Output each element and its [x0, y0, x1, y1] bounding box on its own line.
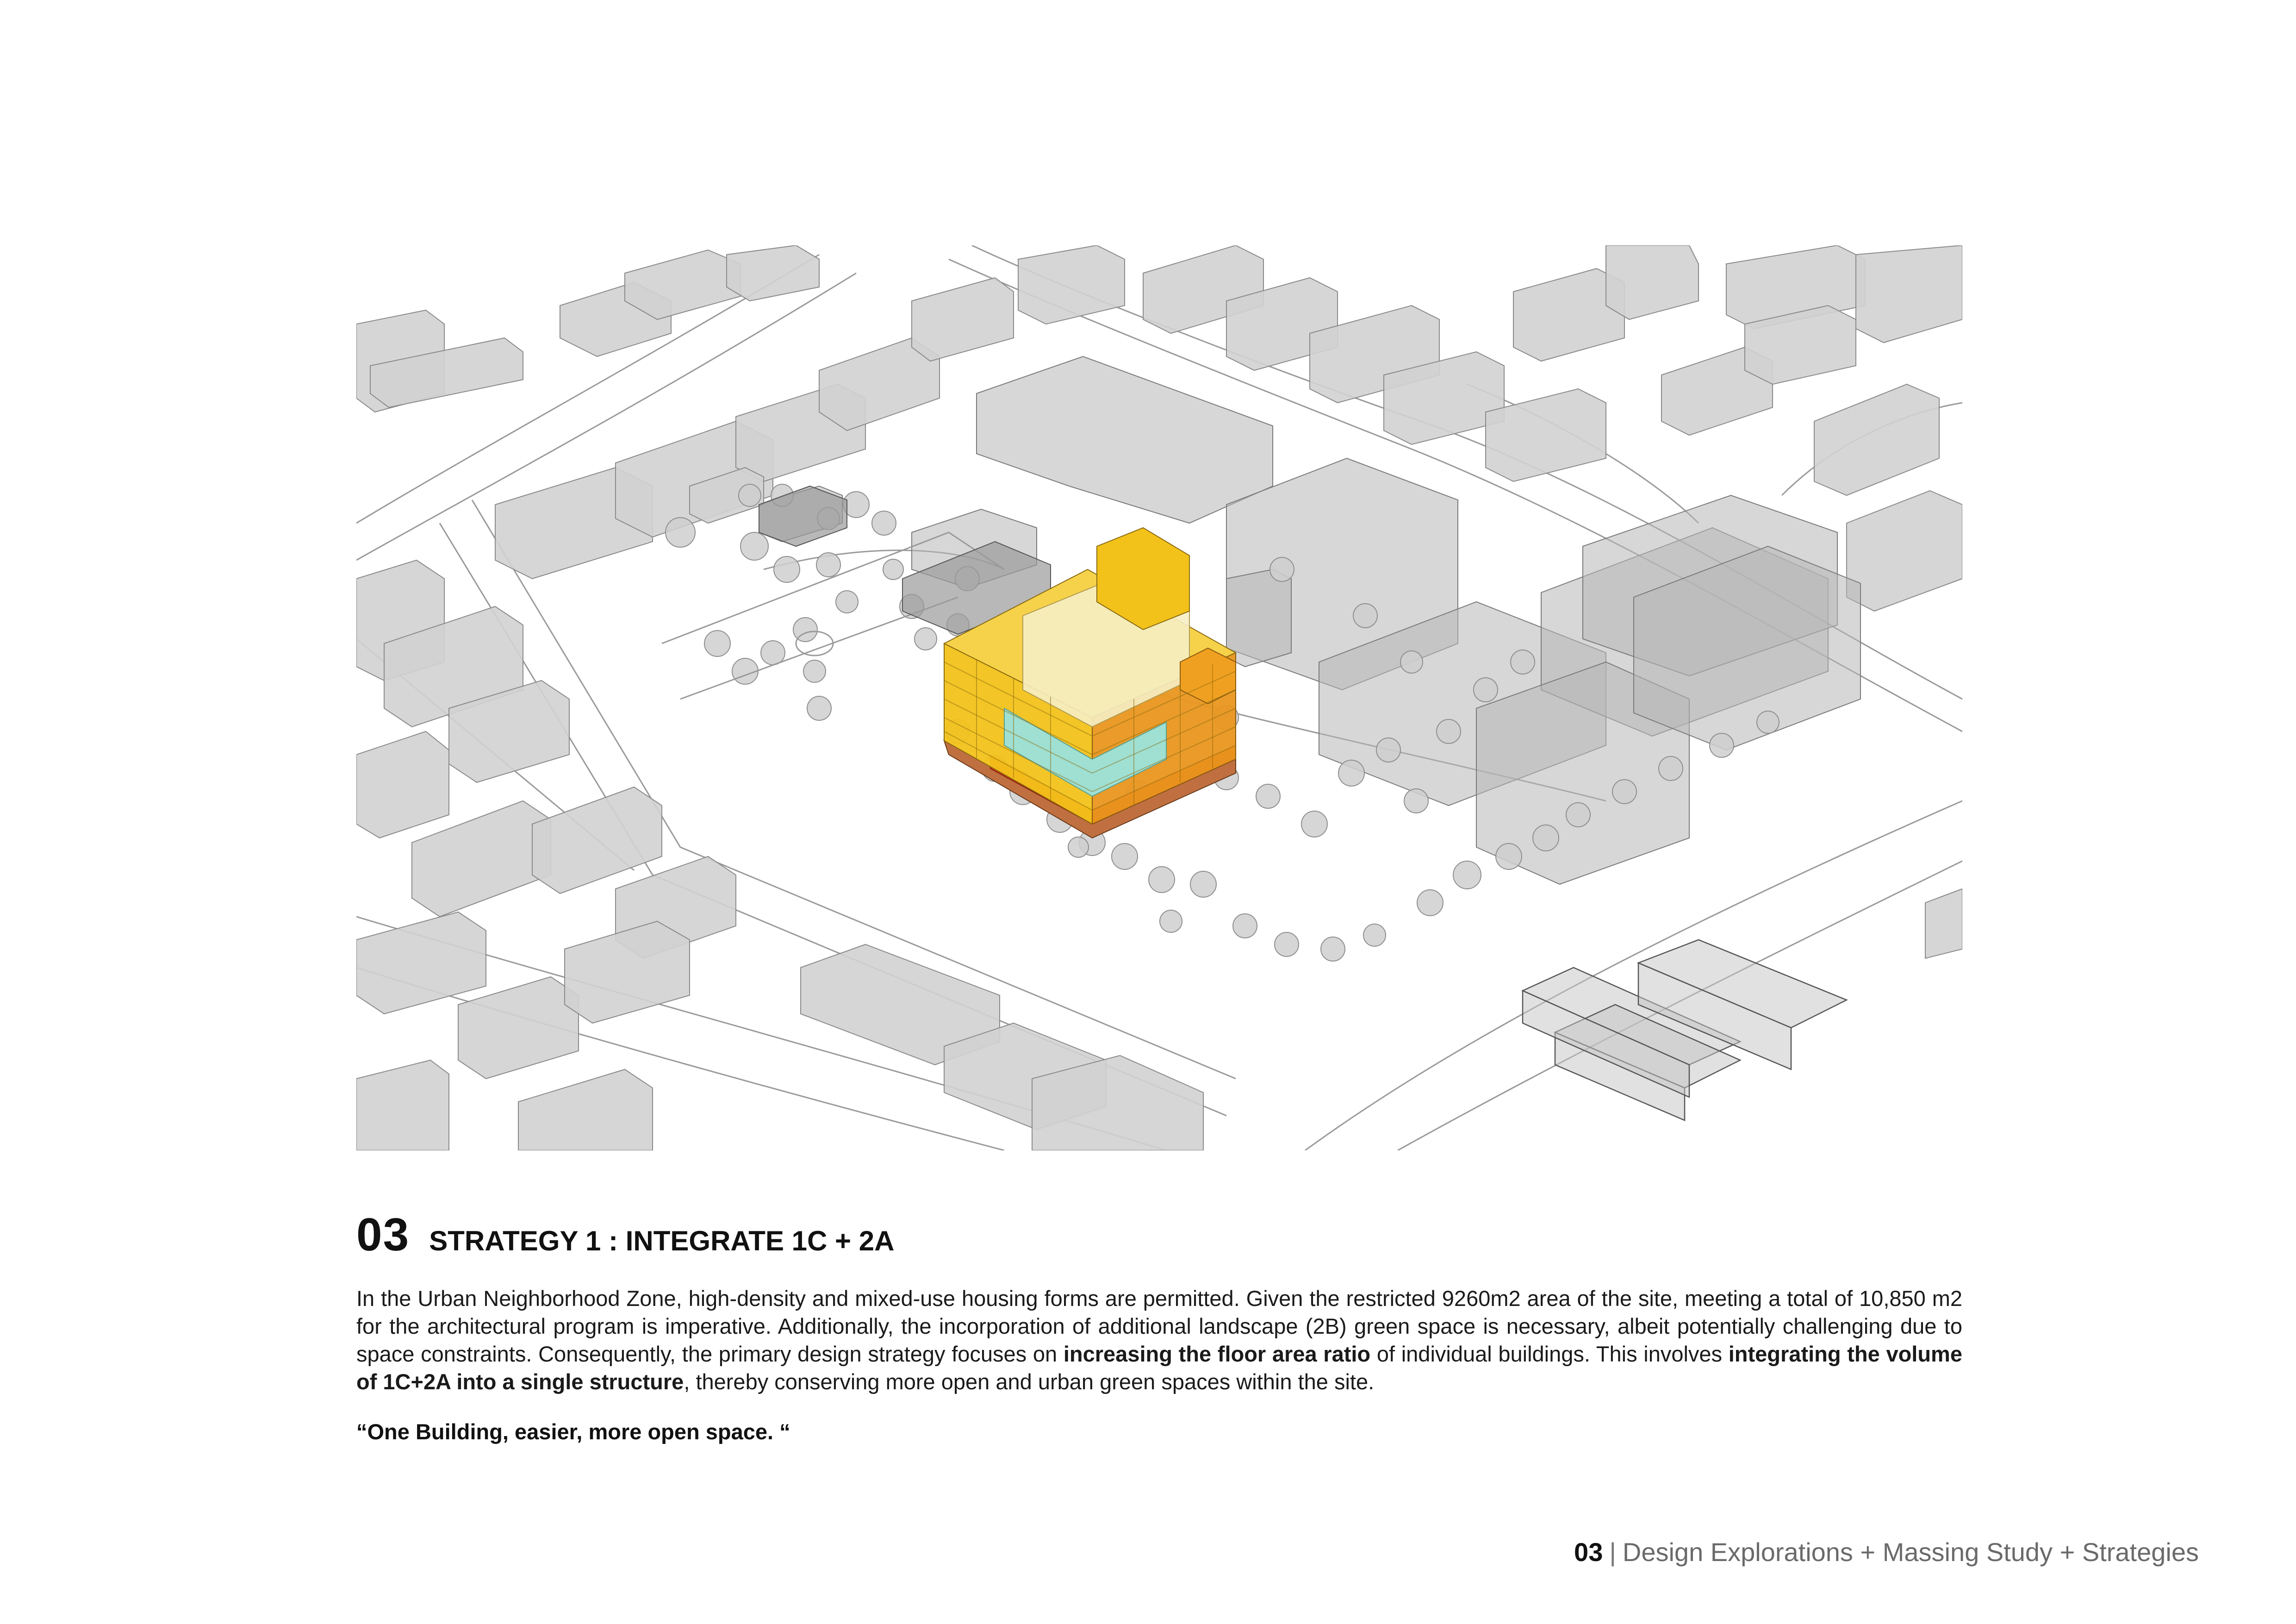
body-text-2: of individual buildings. This involves	[1370, 1342, 1729, 1366]
body-bold-2: integrating the volume of 1C+2A into a single structure	[356, 1342, 1962, 1394]
site-massing-axonometric	[356, 245, 1962, 1150]
body-paragraph	[356, 1285, 1962, 1396]
section-title: STRATEGY 1 : INTEGRATE 1C + 2A	[429, 1225, 895, 1256]
footer-text: Design Explorations + Massing Study + Strategies	[1622, 1537, 2199, 1567]
section-number: 03	[356, 1209, 410, 1261]
page-footer	[1574, 1537, 2199, 1567]
body-text-1: In the Urban Neighborhood Zone, high-density and mixed-use housing forms are permitted. Given the restricted 9260m2 area of the site, meeting a total of 10,850 m2 for the architectural program is imperative. Additionally, the incorporation of additional landscape (2B) green space is necessary, albeit potentially challenging due to space constraints. Consequently, the primary design strategy focuses on	[356, 1286, 1962, 1366]
body-bold-1: increasing the floor area ratio	[1063, 1342, 1371, 1366]
body-text-3: , thereby conserving more open and urban green spaces within the site.	[684, 1369, 1375, 1394]
hatched-structure	[1523, 940, 1847, 1120]
section-heading	[356, 1208, 894, 1262]
footer-number: 03	[1574, 1537, 1603, 1567]
quote-text: “One Building, easier, more open space. “	[356, 1419, 790, 1444]
footer-separator: |	[1609, 1537, 1616, 1567]
